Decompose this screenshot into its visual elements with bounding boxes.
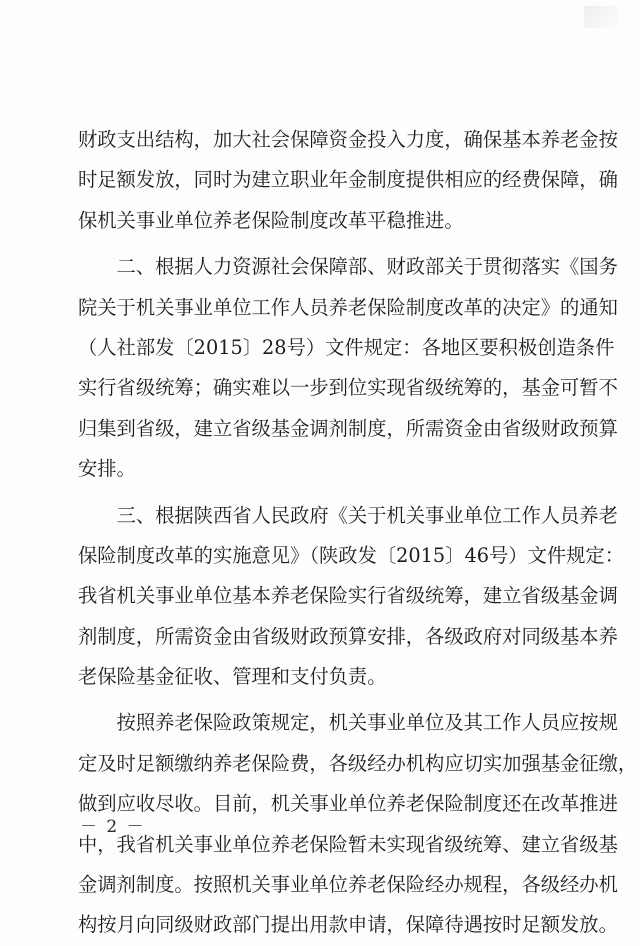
text-line: 保机关事业单位养老保险制度改革平稳推进。 [78,208,464,232]
text-line: 归集到省级，建立省级基金调剂制度，所需资金由省级财政预算 [78,416,618,440]
text-line: 三、根据陕西省人民政府《关于机关事业单位工作人员养老 [78,503,618,527]
text-line: 剂制度，所需资金由省级财政预算安排，各级政府对同级基本养 [78,624,618,648]
text-line: 院关于机关事业单位工作人员养老保险制度改革的决定》的通知 [78,295,618,319]
text-line: 按照养老保险政策规定，机关事业单位及其工作人员应按规 [78,711,618,735]
text-line: 实行省级统筹；确实难以一步到位实现省级统筹的，基金可暂不 [78,376,618,400]
page-number: － 2 － [80,817,146,837]
text-line: 定及时足额缴纳养老保险费，各级经办机构应切实加强基金征缴， [78,751,638,775]
scan-corner-mark [584,6,618,28]
text-line: 中，我省机关事业单位养老保险暂未实现省级统筹、建立省级基 [78,832,618,856]
text-line: 财政支出结构，加大社会保障资金投入力度，确保基本养老金按 [78,128,618,151]
text-line: 二、根据人力资源社会保障部、财政部关于贯彻落实《国务 [78,255,618,279]
text-line: 时足额发放，同时为建立职业年金制度提供相应的经费保障，确 [78,168,618,192]
document-body [78,120,638,946]
text-line: 金调剂制度。按照机关事业单位养老保险经办规程，各级经办机 [78,873,618,897]
text-line: 我省机关事业单位基本养老保险实行省级统筹，建立省级基金调 [78,584,618,608]
text-line: 安排。 [78,457,136,481]
text-line: 构按月向同级财政部门提出用款申请，保障待遇按时足额发放。 [78,913,618,937]
text-line: 做到应收尽收。目前，机关事业单位养老保险制度还在改革推进 [78,792,618,816]
text-line: 保险制度改革的实施意见》（陕政发〔2015〕46号）文件规定： [78,543,624,567]
text-line: （人社部发〔2015〕28号）文件规定：各地区要积极创造条件 [78,335,615,359]
text-line: 老保险基金征收、管理和支付负责。 [78,665,387,689]
